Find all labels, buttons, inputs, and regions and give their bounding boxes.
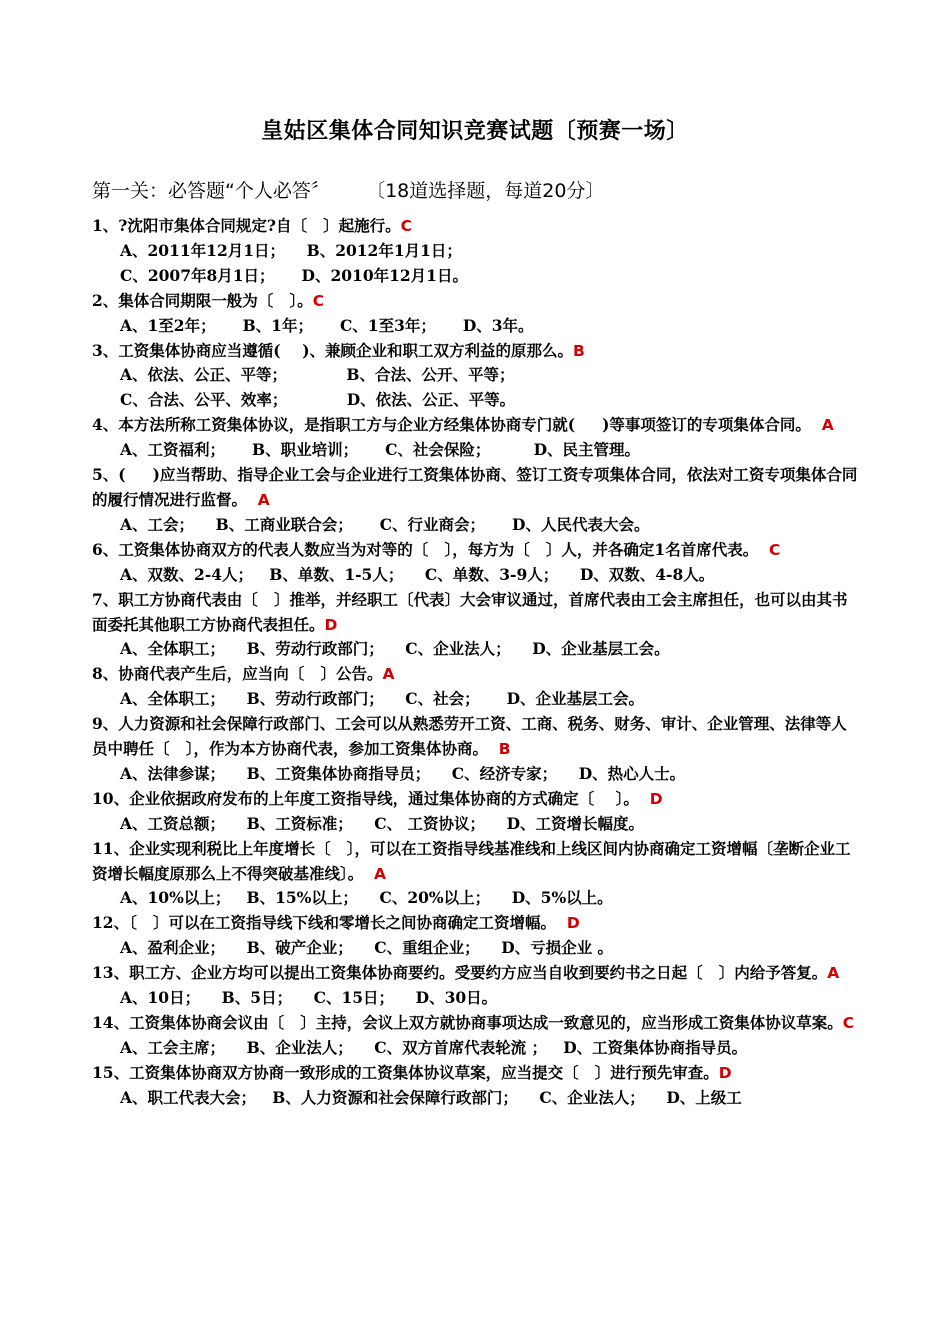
document-title: 皇姑区集体合同知识竞赛试题〔预赛一场〕 (261, 119, 689, 144)
question-text: 1、?沈阳市集体合同规定?自〔 〕起施行。 (92, 216, 401, 235)
answer-key: C (400, 217, 413, 235)
answer-key: C (769, 540, 781, 559)
option-line: A、1至2年； B、1年； C、1至3年； D、3年。 (120, 315, 534, 335)
answer-key: A (382, 665, 395, 684)
question-item (92, 961, 862, 1011)
option-line: A、盈利企业； B、破产企业； C、重组企业； D、亏损企业 。 (120, 938, 614, 958)
answer-key: C (312, 291, 325, 310)
section-heading: 第一关：必答题“个人必答〞 〔18道选择题，每道20分〕 (92, 180, 605, 202)
answer-key: A (827, 964, 840, 983)
option-line: A、工会主席； B、企业法人； C、双方首席代表轮流 ； D、工资集体协商指导员。 (120, 1037, 748, 1057)
question-text: 13、职工方、企业方均可以提出工资集体协商要约。受要约方应当自收到要约书之日起〔 〕内给予答复。 (92, 963, 828, 983)
question-item (92, 712, 862, 787)
option-line: A、法律参谋； B、工资集体协商指导员； C、经济专家； D、热心人士。 (120, 763, 686, 783)
question-text: 12、〔 〕可以在工资指导线下线和零增长之间协商确定工资增幅。 (92, 913, 567, 933)
option-line: C、合法、公平、效率； D、依法、公正、平等。 (120, 390, 516, 410)
question-item (92, 662, 862, 712)
question-text: 9、人力资源和社会保障行政部门、工会可以从熟悉劳开工资、工商、税务、财务、审计、企业管理、法律等人员中聘任〔 〕，作为本方协商代表，参加工资集体协商。 (92, 714, 847, 759)
question-item (92, 413, 862, 463)
answer-key: D (324, 615, 338, 634)
option-line: A、10%以上； B、15%以上； C、20%以上； D、5%以上。 (120, 888, 613, 908)
question-item (92, 588, 862, 663)
answer-key: C (842, 1014, 855, 1032)
question-item (92, 787, 862, 837)
question-text: 8、协商代表产生后，应当向〔 〕公告。 (92, 664, 383, 684)
answer-key: B (573, 341, 585, 360)
question-item (92, 1011, 862, 1061)
answer-key: D (649, 789, 663, 808)
answer-key: A (821, 416, 834, 435)
question-text: 11、企业实现利税比上年度增长〔 〕，可以在工资指导线基准线和上线区间内协商确定工资增幅〔垄断企业工资增长幅度原那么上不得突破基准线〕。 (92, 838, 851, 883)
question-item (92, 289, 862, 339)
answer-key: D (566, 914, 580, 933)
question-item (92, 1061, 862, 1111)
option-line: A、工资福利； B、职业培训； C、社会保险； D、民主管理。 (120, 440, 641, 460)
question-item (92, 538, 862, 588)
answer-key: B (498, 740, 511, 759)
option-line: C、2007年8月1日； D、2010年12月1日。 (120, 265, 468, 285)
question-item (92, 911, 862, 961)
question-text: 3、工资集体协商应当遵循( )、兼顾企业和职工双方利益的原那么。 (92, 340, 574, 360)
question-text: 2、集体合同期限一般为〔 〕。 (92, 290, 313, 310)
option-line: A、职工代表大会； B、人力资源和社会保障行政部门； C、企业法人； D、上级工 (120, 1087, 742, 1107)
question-list (92, 214, 862, 1111)
question-text: 15、工资集体协商双方协商一致形成的工资集体协议草案，应当提交〔 〕进行预先审查。 (92, 1062, 719, 1082)
question-item (92, 214, 862, 289)
question-text: 14、工资集体协商会议由〔 〕主持，会议上双方就协商事项达成一致意见的，应当形成工资集体协议草案。 (92, 1013, 843, 1032)
question-text: 7、职工方协商代表由〔 〕推举，并经职工〔代表〕大会审议通过，首席代表由工会主席担任，也可以由其书面委托其他职工方协商代表担任。 (92, 589, 848, 634)
question-item (92, 339, 862, 414)
question-text: 4、本方法所称工资集体协议，是指职工方与企业方经集体协商专门就( )等事项签订的专项集体合同。 (92, 415, 822, 435)
option-line: A、2011年12月1日； B、2012年1月1日； (120, 240, 462, 260)
answer-key: D (718, 1063, 732, 1082)
option-line: A、依法、公正、平等； B、合法、公开、平等； (120, 365, 515, 385)
option-line: A、工会； B、工商业联合会； C、行业商会； D、人民代表大会。 (120, 514, 650, 534)
answer-key: A (374, 864, 387, 883)
option-line: A、双数、2-4人； B、单数、1-5人； C、单数、3-9人； D、双数、4-8人。 (120, 564, 715, 584)
question-item (92, 837, 862, 912)
option-line: A、全体职工； B、劳动行政部门； C、企业法人； D、企业基层工会。 (120, 639, 670, 659)
question-text: 10、企业依据政府发布的上年度工资指导线，通过集体协商的方式确定〔 〕。 (92, 788, 650, 808)
question-text: 6、工资集体协商双方的代表人数应当为对等的〔 〕，每方为〔 〕人，并各确定1名首席代表。 (92, 539, 769, 559)
option-line: A、工资总额； B、工资标准； C、 工资协议； D、工资增长幅度。 (120, 813, 645, 833)
answer-key: A (257, 490, 270, 509)
question-item (92, 463, 862, 538)
option-line: A、全体职工； B、劳动行政部门； C、社会； D、企业基层工会。 (120, 689, 645, 709)
question-text: 5、( )应当帮助、指导企业工会与企业进行工资集体协商、签订工资专项集体合同，依法对工资专项集体合同的履行情况进行监督。 (92, 465, 858, 509)
option-line: A、10日； B、5日； C、15日； D、30日。 (120, 988, 498, 1008)
